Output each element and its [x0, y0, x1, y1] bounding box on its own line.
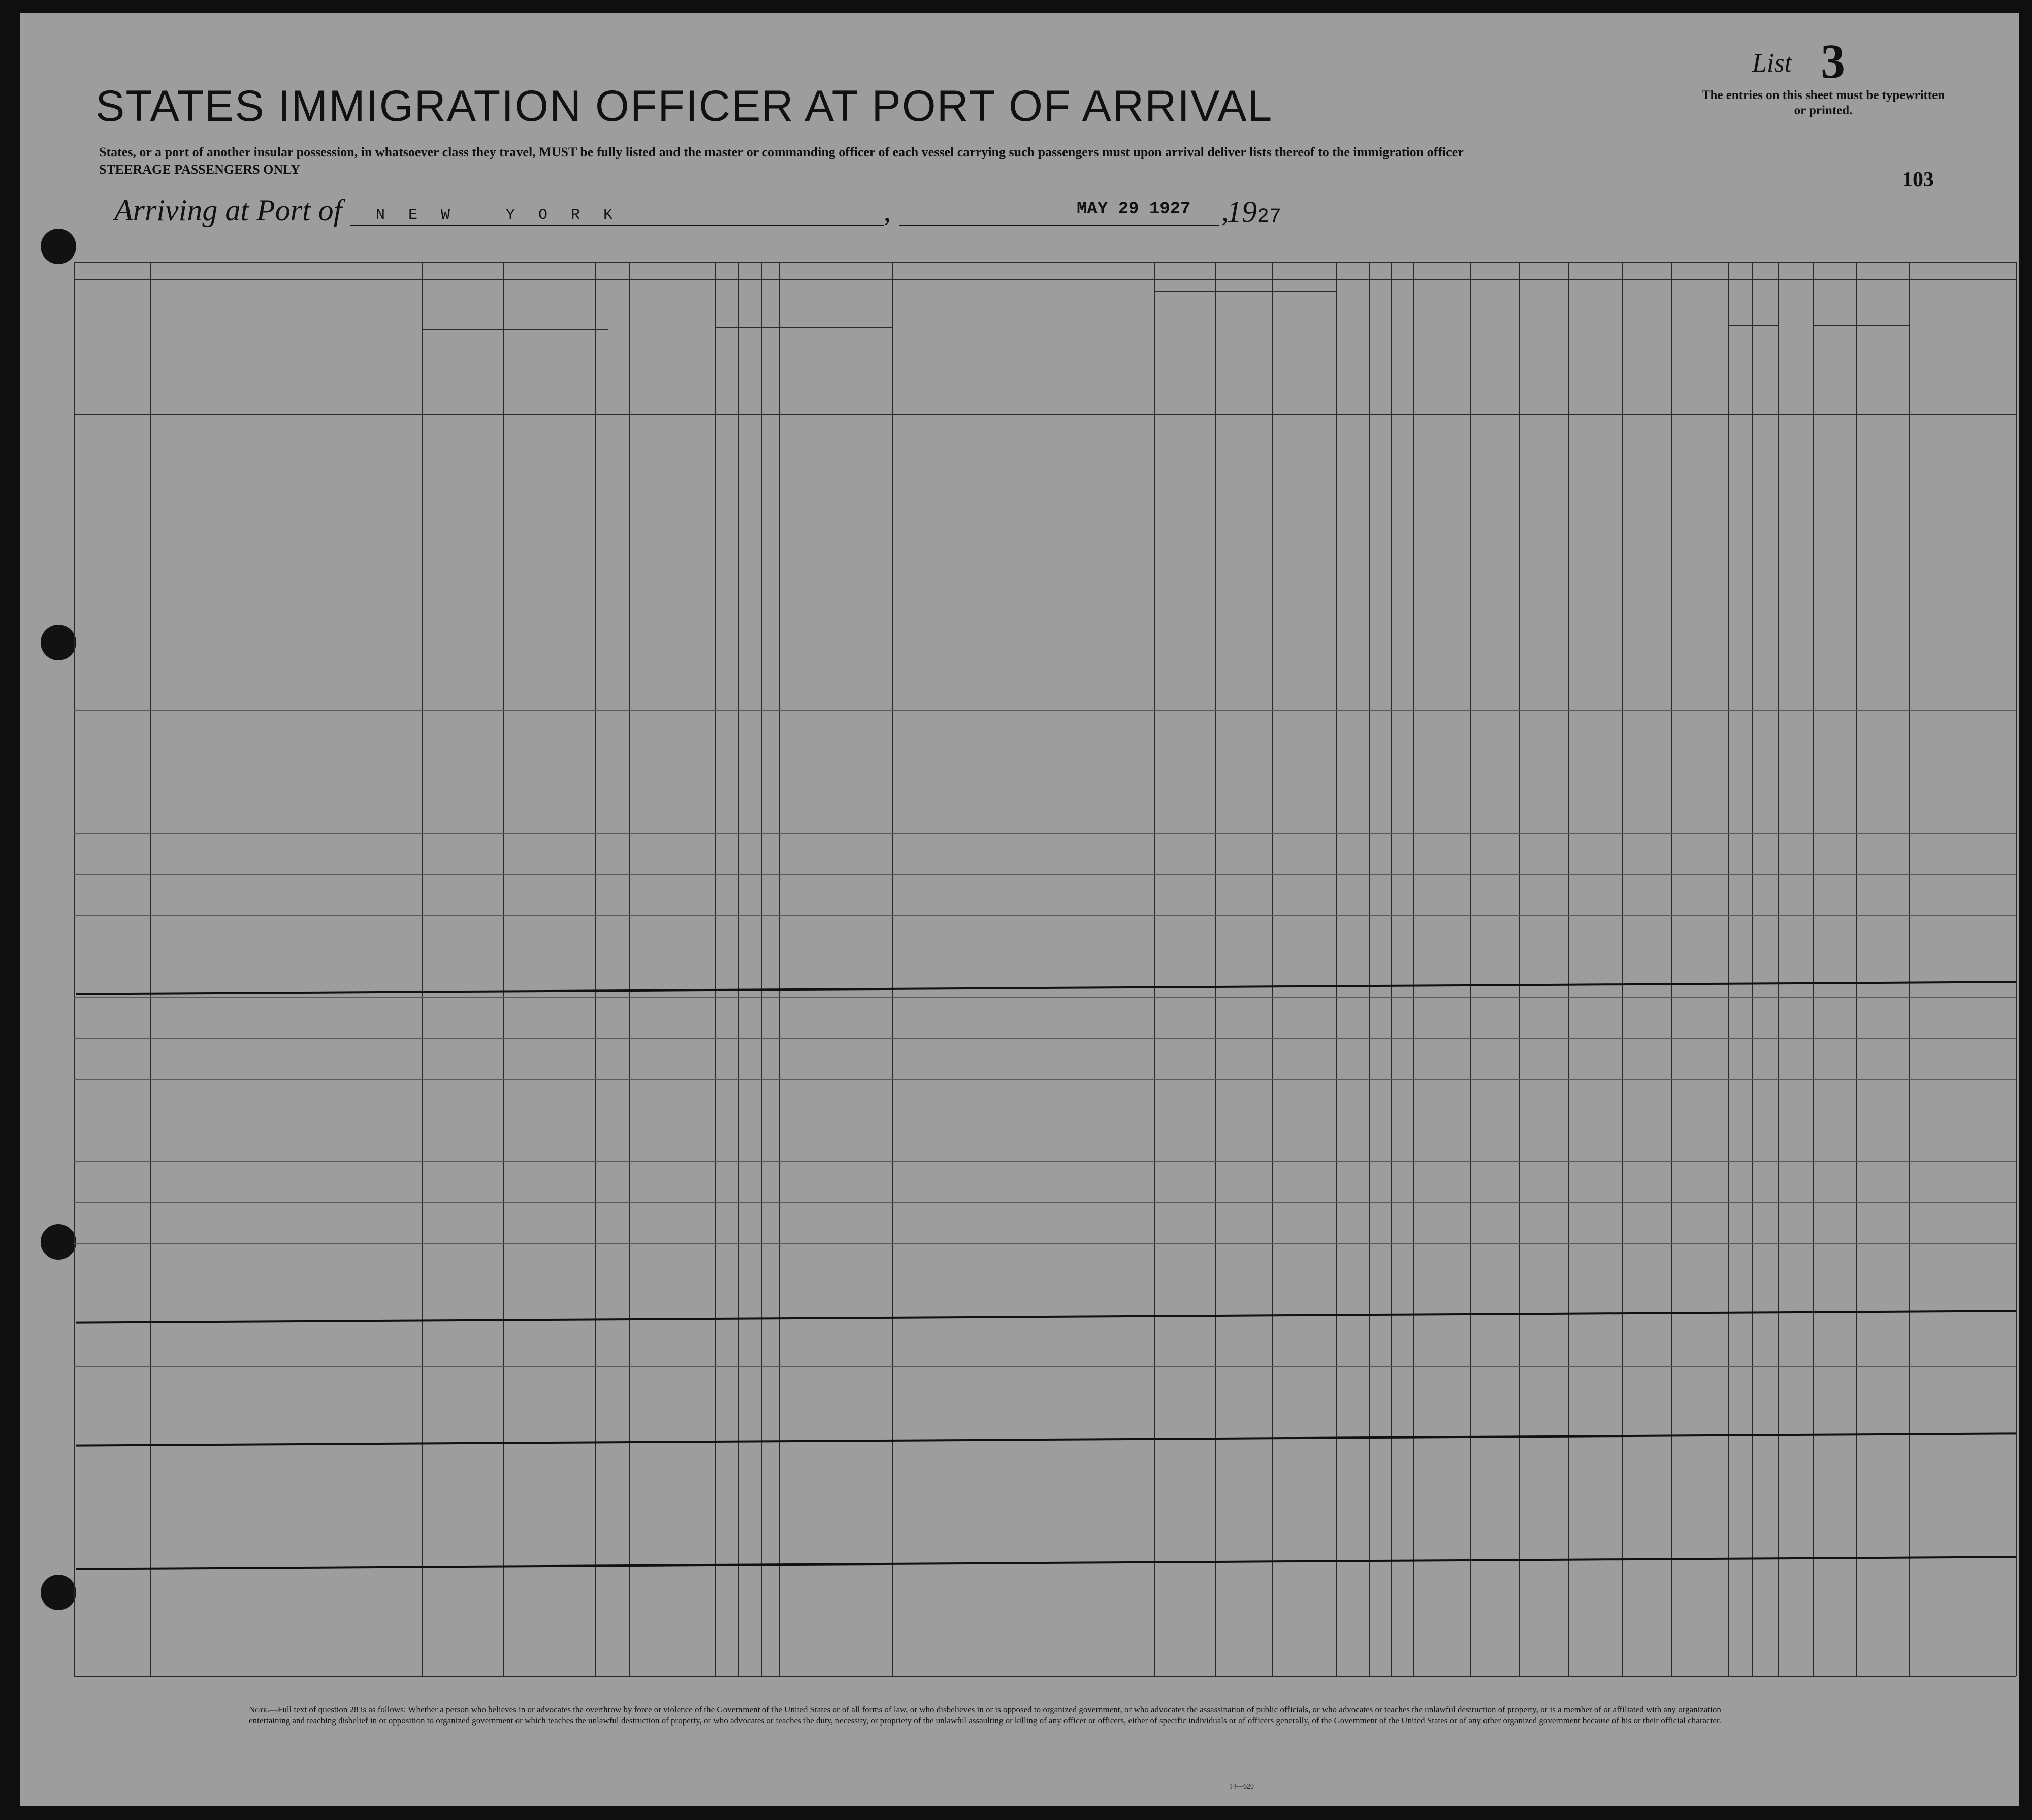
anarchist-header	[1393, 287, 1411, 411]
footnote-text: —Full text of question 28 is as follows: Whether a person who believes in or advocates the overthrow by force or violence of the Government of the United States or of all forms of law, or who disbelieves in or is opposed to organized government, or who advocates the assassination of public officials, or who advocates or teaches the unlawful destruction of property, or is a member of or affiliated with any organization entertaining and teaching disbelief in or opposition to organized government or which teaches the unlawful destruction of property, or who advocates or teaches the duty, necessity, or propriety of the unlawful assaulting or killing of any officer or officers, either of specific individuals or of officers generally, of the Government of the United States or of any other organized government because of his or their official character.	[249, 1705, 1721, 1726]
overthrow-header	[1415, 287, 1469, 411]
column-number	[1631, 262, 1662, 279]
column-number	[96, 262, 127, 279]
purpose-split	[1154, 291, 1336, 292]
purpose-c	[1274, 295, 1334, 411]
list-number: 3	[1821, 34, 1845, 88]
row-rule	[74, 1079, 2016, 1080]
strike-line	[76, 1433, 2016, 1447]
column-rule	[1336, 262, 1337, 1676]
year	[1227, 195, 1281, 230]
column-number	[1947, 262, 1978, 279]
column-rule	[629, 262, 630, 1676]
color-header	[1815, 306, 1907, 318]
org-header	[1473, 287, 1517, 411]
comma: ,	[1221, 196, 1229, 228]
list-label: List	[1752, 49, 1792, 78]
complexion-header	[1780, 338, 1811, 378]
purpose-a	[1156, 295, 1214, 411]
strike-line	[76, 1556, 2016, 1570]
hair-header	[1815, 368, 1862, 380]
column-rule	[1272, 262, 1273, 1676]
deformed-header	[1624, 307, 1670, 389]
relative-header	[155, 338, 416, 378]
column-rule	[1154, 262, 1155, 1676]
column-number	[447, 262, 477, 279]
joining-header	[899, 323, 1148, 378]
subtitle-line: States, or a port of another insular possession, in whatsoever class they travel, MUST be fully listed and the master or commanding officer of each vessel carrying such passengers must upon arrival deliver lists thereof to the immigration officer	[99, 145, 1464, 159]
column-rule	[1215, 262, 1216, 1676]
prison-header	[1338, 287, 1367, 411]
column-rule	[761, 262, 762, 1676]
column-rule	[715, 262, 716, 1676]
feet-header	[1730, 338, 1752, 409]
city-header	[505, 368, 592, 380]
column-rule	[1778, 262, 1779, 1676]
color-split	[1813, 325, 1909, 326]
column-rule	[1856, 262, 1857, 1676]
column-rule	[1813, 262, 1814, 1676]
strike-line	[76, 1310, 2016, 1323]
passage-note	[634, 343, 713, 409]
where-header	[831, 368, 889, 380]
column-number	[597, 262, 627, 279]
passage-header	[632, 305, 714, 340]
column-number	[1750, 262, 1780, 279]
column-number	[1386, 262, 1417, 279]
marks-header	[1911, 345, 2015, 371]
column-rule	[738, 262, 739, 1676]
row-rule	[74, 1243, 2016, 1244]
column-rule	[1622, 262, 1623, 1676]
purpose-header	[1156, 281, 1335, 291]
column-rule	[1909, 262, 1910, 1676]
column-number	[1008, 262, 1038, 279]
punch-hole	[41, 625, 76, 660]
column-rule	[74, 262, 75, 1676]
steerage-line: STEERAGE PASSENGERS ONLY	[99, 162, 300, 177]
table-bottom-line	[74, 1676, 2016, 1677]
column-rule	[1568, 262, 1569, 1676]
destination-split	[422, 329, 608, 330]
year-suffix: 27	[1257, 206, 1282, 229]
polygamist-header	[1371, 287, 1389, 411]
column-rule	[503, 262, 504, 1676]
column-rule	[1671, 262, 1672, 1676]
column-number	[1479, 262, 1509, 279]
money-header	[717, 287, 736, 411]
form-code: 14—620	[1229, 1783, 1254, 1791]
column-number	[813, 262, 843, 279]
port-value: NEW YORK	[376, 207, 636, 224]
page-number: 103	[1902, 168, 1934, 191]
manifest-sheet	[20, 13, 2019, 1806]
date-line	[899, 225, 1219, 226]
row-rule	[74, 915, 2016, 916]
column-number	[1820, 262, 1851, 279]
row-rule	[74, 874, 2016, 875]
punch-hole	[41, 1224, 76, 1260]
column-rule	[1391, 262, 1392, 1676]
state-header	[424, 368, 500, 380]
column-rule	[150, 262, 151, 1676]
entries-note: The entries on this sheet must be typewritten or printed.	[1701, 88, 1945, 117]
column-number-line	[74, 279, 2016, 280]
before-us-split	[715, 327, 892, 328]
eyes-header	[1860, 368, 1907, 380]
column-number	[707, 262, 738, 279]
column-number	[1229, 262, 1260, 279]
column-rule	[2016, 262, 2017, 1676]
deported-header	[1521, 287, 1567, 411]
table-top-line	[74, 262, 2016, 263]
column-rule	[1752, 262, 1753, 1676]
column-rule	[892, 262, 893, 1676]
column-number	[270, 262, 301, 279]
purpose-b	[1217, 295, 1270, 411]
column-rule	[1369, 262, 1370, 1676]
year-header	[781, 363, 826, 399]
year-prefix: 19	[1227, 195, 1257, 229]
row-rule	[74, 710, 2016, 711]
column-number	[1426, 262, 1457, 279]
row-rule	[74, 1366, 2016, 1367]
arrival-date: MAY 29 1927	[1077, 200, 1191, 219]
punch-hole	[41, 229, 76, 264]
column-number	[1684, 262, 1715, 279]
column-number	[1337, 262, 1367, 279]
column-rule	[1519, 262, 1520, 1676]
before-us-header	[740, 287, 890, 325]
row-rule	[74, 833, 2016, 834]
header-bottom-line	[74, 414, 2016, 415]
column-number	[1580, 262, 1610, 279]
health-header	[1570, 312, 1620, 389]
subtitle	[99, 144, 1699, 178]
column-rule	[779, 262, 780, 1676]
strike-line	[76, 981, 2016, 995]
row-rule	[74, 1202, 2016, 1203]
comma: ,	[884, 196, 891, 228]
column-number	[1528, 262, 1559, 279]
punch-hole	[41, 1575, 76, 1610]
row-rule	[74, 1161, 2016, 1162]
column-rule	[1728, 262, 1729, 1676]
column-rule	[1413, 262, 1414, 1676]
no-on-list-header	[76, 333, 147, 373]
footnote	[249, 1704, 1722, 1727]
column-rule	[422, 262, 423, 1676]
row-rule	[74, 997, 2016, 998]
yes-no-header	[740, 361, 777, 386]
row-rule	[74, 1038, 2016, 1039]
column-rule	[1470, 262, 1471, 1676]
height-split	[1728, 325, 1778, 326]
final-destination-header	[424, 300, 607, 312]
page-title: STATES IMMIGRATION OFFICER AT PORT OF ARRIVAL	[95, 82, 1273, 131]
if-yes-header	[782, 333, 889, 345]
column-number	[657, 262, 687, 279]
arriving-label: Arriving at Port of	[114, 194, 342, 227]
footnote-lead: Note.	[249, 1705, 269, 1714]
column-rule	[595, 262, 596, 1676]
port-line	[350, 225, 884, 226]
ticket-header	[598, 287, 627, 411]
inches-header	[1754, 338, 1777, 409]
height-header	[1730, 306, 1776, 318]
destination-note	[424, 312, 607, 325]
